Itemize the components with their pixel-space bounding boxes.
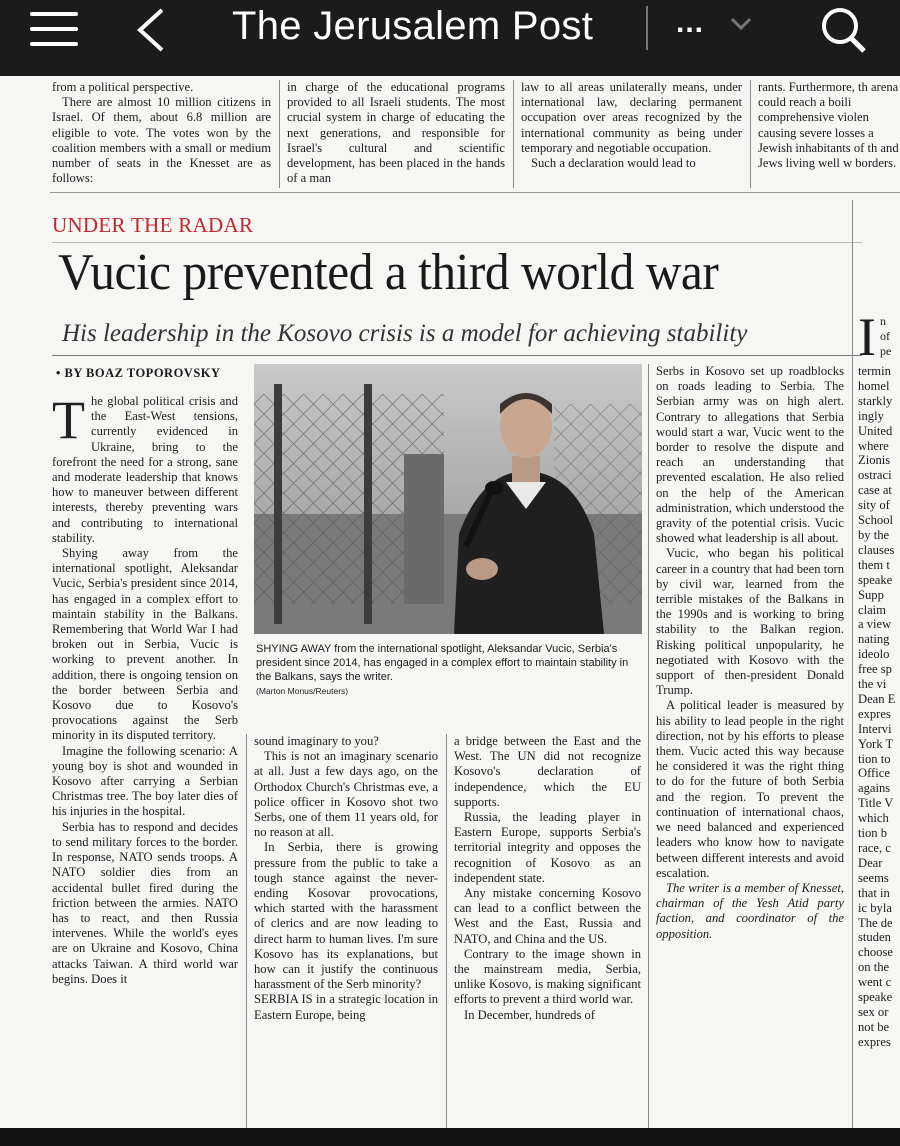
adjacent-text-line: choose	[858, 945, 893, 960]
adjacent-text-line: speake	[858, 990, 893, 1005]
adjacent-text-line: sity of	[858, 498, 890, 513]
adjacent-text-line: ingly	[858, 408, 884, 423]
adjacent-text-line: Intervi	[858, 721, 892, 736]
adjacent-text-line: race, c	[858, 841, 891, 855]
adjacent-text-line: seems	[858, 870, 889, 885]
lead-paragraph	[52, 394, 238, 546]
adjacent-text-line: clauses	[858, 542, 895, 557]
paragraph: rants. Furthermore, th arena could reach a boili comprehensive violen causing severe losses a Jewish inhabitants of th and Jews living well w borders.	[758, 80, 899, 171]
photo-credit: (Marton Monus/Reuters)	[256, 686, 349, 696]
more-options-button[interactable]: ...	[676, 6, 705, 39]
adjacent-text-line: speake	[858, 572, 893, 587]
adjacent-text-line: Zionis	[858, 453, 891, 468]
adjacent-text-line: ideolo	[858, 647, 890, 662]
article-column-4	[656, 364, 844, 1138]
adjacent-text-line: them t	[858, 557, 890, 572]
adjacent-text-line: case at	[858, 483, 892, 498]
text-fragment: n	[880, 314, 886, 328]
adjacent-text-line: Dear	[858, 855, 883, 870]
section-kicker: UNDER THE RADAR	[52, 213, 254, 237]
article-subheadline: His leadership in the Kosovo crisis is a model for achieving stability	[62, 320, 748, 347]
adjacent-text-line: expres	[858, 1034, 891, 1049]
paragraph: a bridge between the East and the West. The UN did not recognize Kosovo's declaration of independence, which the EU supports.	[454, 734, 641, 809]
text-fragment: of	[880, 329, 890, 343]
top-column-4	[758, 80, 900, 188]
article-headline: Vucic prevented a third world war	[58, 244, 719, 301]
column-rule	[513, 80, 514, 188]
paragraph: in charge of the educational programs provided to all Israeli students. The most crucial system in charge of educating the next generations, and responsible for Israel's cultural and scientific development, has been placed in the hands of a man	[287, 80, 505, 186]
photo-illustration	[254, 364, 642, 634]
adjacent-text-line: agains	[858, 781, 891, 796]
adjacent-text-line: claim	[858, 602, 886, 617]
adjacent-text-line: that in	[858, 885, 890, 900]
author-bio: The writer is a member of Knesset, chairman of the Yesh Atid party faction, and coordinator of the opposition.	[656, 880, 844, 941]
column-rule	[279, 80, 280, 188]
adjacent-text-line: starkly	[858, 393, 893, 408]
article-byline: • BY BOAZ TOPOROVSKY	[56, 366, 221, 380]
adjacent-text-line: where	[858, 438, 889, 453]
adjacent-text-line: Title V	[858, 796, 894, 811]
caption-text: SHYING AWAY from the international spotlight, Aleksandar Vucic, Serbia's president since 2014, has engaged in a complex effort to maintain stability in the Balkans, says the writer.	[256, 643, 629, 683]
app-title: The Jerusalem Post	[232, 4, 594, 48]
header-divider	[646, 6, 648, 50]
bottom-bar	[0, 1128, 900, 1146]
back-arrow-icon[interactable]	[132, 6, 172, 54]
adjacent-drop-cap-text	[880, 314, 891, 359]
adjacent-text-line: went c	[858, 975, 892, 990]
paragraph: Russia, the leading player in Eastern Europe, supports Serbia's territorial integrity and opposes the recognition of Kosovo as an independent state.	[454, 810, 641, 885]
chevron-down-icon[interactable]	[728, 14, 754, 34]
paragraph: This is not an imaginary scenario at all. Just a few days ago, on the Orthodox Church's Christmas eve, a police officer in Kosovo shot two Serbs, one of them 11 years old, for no reason at all.	[254, 749, 438, 840]
adjacent-text-line: Office	[858, 766, 890, 781]
adjacent-text-line: a view	[858, 617, 892, 632]
article-column-3	[454, 734, 641, 1138]
paragraph: In Serbia, there is growing pressure from the public to take a tough stance against the never-ending Kosovar provocations, which started with the harassment of clerics and are now leading to direct harm to human lives. I'm sure Kosovo has its explanations, but how can it justify the continuous harassment of the Serb minority?	[254, 840, 438, 992]
adjacent-text-line: School	[858, 513, 893, 528]
adjacent-text-line: by the	[858, 527, 890, 542]
paragraph: Imagine the following scenario: A young boy is shot and wounded in Kosovo after carrying a Serbian Christmas tree. The boy later dies of his injuries in the hospital.	[52, 743, 238, 819]
adjacent-text-line: studen	[858, 930, 891, 945]
newspaper-page[interactable]	[0, 76, 900, 1146]
section-divider	[50, 192, 900, 193]
adjacent-text-line: York T	[858, 736, 894, 751]
column-rule	[750, 80, 751, 188]
paragraph: There are almost 10 million citizens in Israel. Of them, about 6.8 million are eligible to vote. The votes won by the coalition members with a small or medium number of seats in the Knesset are as follows:	[52, 95, 271, 186]
adjacent-text-line: free sp	[858, 662, 892, 677]
top-column-3	[521, 80, 742, 188]
adjacent-text-line: expres	[858, 706, 891, 721]
paragraph: Contrary to the image shown in the mainstream media, Serbia, unlike Kosovo, is making significant efforts to prevent a third world war.	[454, 946, 641, 1007]
hamburger-menu-icon[interactable]	[30, 12, 78, 46]
paragraph: Serbia has to respond and decides to send military forces to the border. In response, NATO sends troops. A NATO soldier dies from an accidental bullet fired during the friction between the armies. NATO has to react, and then Russia intervenes. While the world's eyes are on Ukraine and Kosovo, China attacks Taiwan. A third world war begins. Does it	[52, 819, 238, 986]
article-photo	[254, 364, 642, 634]
adjacent-text-line: The de	[858, 915, 893, 930]
search-icon[interactable]	[818, 2, 872, 56]
column-rule	[246, 734, 247, 1138]
column-rule	[446, 734, 447, 1138]
app-header	[0, 0, 900, 76]
adjacent-drop-cap-block	[858, 314, 900, 367]
column-rule	[648, 364, 649, 1138]
adjacent-text-line: which	[858, 811, 889, 826]
adjacent-article-text	[858, 364, 900, 1050]
adjacent-drop-cap: I	[858, 314, 876, 367]
paragraph: In December, hundreds of	[464, 1007, 595, 1022]
paragraph: Any mistake concerning Kosovo can lead to a conflict between the West and the East, Russia and NATO, and China and the US.	[454, 886, 641, 946]
adjacent-text-line: Supp	[858, 587, 884, 602]
article-column-1	[52, 394, 238, 1138]
paragraph: A political leader is measured by his ability to lead people in the right direction, not by his efforts to please them. Vucic acted this way because he considered it was the right thing to do for the future of both Serbia and the region. To prevent the continuation of international chaos, we need balanced and experienced leaders who know how to navigate between different interests and avoid escalation.	[656, 698, 844, 880]
lead-text: he global political crisis and the East-West tensions, currently evidenced in Ukraine, bring to the forefront the need for a strong, sane and moderate leadership that knows how to maneuver between different interests, thereby preventing wars and contributing to international stability.	[52, 394, 238, 545]
paragraph: Serbs in Kosovo set up roadblocks on roads leading to Serbia. The Serbian army was on high alert. Contrary to allegations that Serbia would start a war, Vucic went to the border to resolve the dispute and reach an understanding that prevented escalation. He also relied on the help of the American administration, which understood the gravity of the potential crisis. Vucic showed what leadership is all about.	[656, 364, 844, 546]
adjacent-text-line: termin	[858, 364, 891, 378]
adjacent-text-line: homel	[858, 378, 890, 393]
adjacent-text-line: Dean E	[858, 691, 896, 706]
adjacent-text-line: tion to	[858, 751, 891, 766]
paragraph: sound imaginary to you?	[254, 734, 379, 748]
article-column-2	[254, 734, 438, 1138]
paragraph: SERBIA IS in a strategic location in Eastern Europe, being	[254, 992, 438, 1022]
adjacent-text-line: the vi	[858, 677, 887, 692]
kicker-rule	[52, 242, 862, 243]
adjacent-text-line: ic byla	[858, 900, 892, 915]
paragraph: law to all areas unilaterally means, under international law, declaring permanent occupation over areas recognized by the international community as being under temporary and negotiable occupation.	[521, 80, 742, 155]
adjacent-text-line: tion b	[858, 826, 888, 841]
drop-cap: T	[52, 394, 85, 450]
top-column-1	[52, 80, 271, 188]
adjacent-text-line: United	[858, 423, 893, 438]
adjacent-text-line: on the	[858, 960, 890, 975]
adjacent-text-line: not be	[858, 1019, 890, 1034]
paragraph: from a political perspective.	[52, 80, 194, 94]
paragraph: Vucic, who began his political career in a country that had been torn by civil war, learned from the terrible mistakes of the Balkans in the 1990s and is working to bring stability to the Balkan region. Risking political unpopularity, he negotiated with Kosovo with the support of then-president Donald Trump.	[656, 546, 844, 698]
paragraph: Shying away from the international spotlight, Aleksandar Vucic, Serbia's president since 2014, has engaged in a complex effort to maintain stability in the Balkans. Remembering that World War I had broken out in Serbia, Vucic is working to prevent another. In addition, there is ongoing tension on the border between Serbia and Kosovo due to Kosovo's provocations against the Serb minority in its disputed territory.	[52, 546, 238, 743]
top-column-2	[287, 80, 505, 188]
adjacent-text-line: ostraci	[858, 468, 892, 483]
deck-rule	[52, 355, 862, 356]
photo-caption	[256, 642, 642, 698]
adjacent-article-column	[858, 314, 900, 1138]
adjacent-text-line: sex or	[858, 1004, 889, 1019]
adjacent-text-line: nating	[858, 632, 890, 647]
column-rule	[852, 200, 853, 1138]
paragraph: Such a declaration would lead to	[531, 156, 696, 171]
text-fragment: pe	[880, 344, 892, 358]
